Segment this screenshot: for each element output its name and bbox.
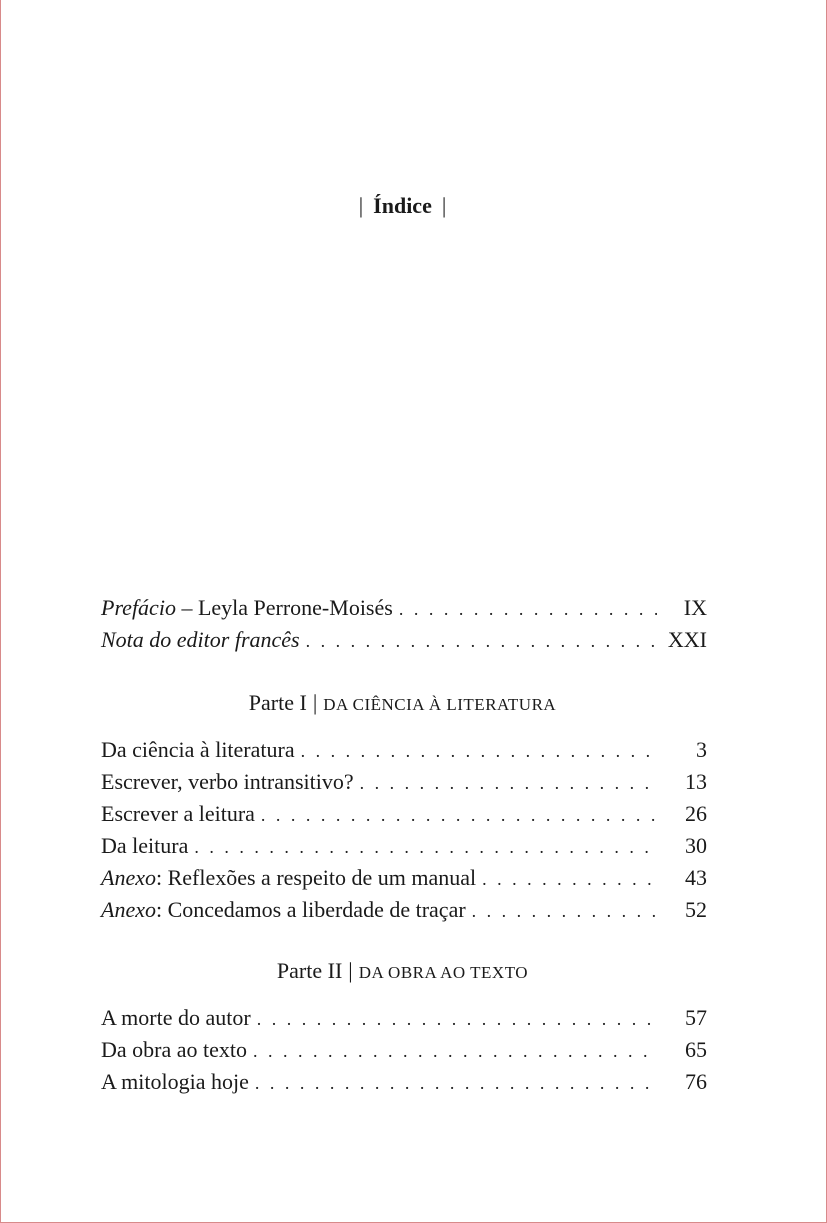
toc-entry-label: Da leitura xyxy=(101,833,189,858)
toc-entry-page: IX xyxy=(683,595,707,620)
toc-entry-page: 52 xyxy=(685,897,707,922)
toc-entry[interactable] xyxy=(101,894,707,926)
toc-entry[interactable] xyxy=(101,830,707,862)
toc-entry-page: 57 xyxy=(685,1005,707,1030)
dot-leader xyxy=(360,767,657,799)
dot-leader xyxy=(261,799,657,831)
toc-entry-label: A mitologia hoje xyxy=(101,1069,249,1094)
part-separator: | xyxy=(348,958,353,983)
toc-entry-label: Da ciência à literatura xyxy=(101,737,295,762)
dot-leader xyxy=(257,1003,657,1035)
title-text: Índice xyxy=(373,193,432,218)
dot-leader xyxy=(253,1035,657,1067)
toc-entry-page: 13 xyxy=(685,769,707,794)
part-name: DA CIÊNCIA À LITERATURA xyxy=(323,695,557,714)
dot-leader xyxy=(472,895,657,927)
toc-entry[interactable] xyxy=(101,734,707,766)
part-label: Parte I xyxy=(248,690,307,715)
dot-leader xyxy=(301,735,657,767)
toc-entry-page: 43 xyxy=(685,865,707,890)
toc-entry-page: 26 xyxy=(685,801,707,826)
toc-entry-label: A morte do autor xyxy=(101,1005,251,1030)
toc-entry-label: Anexo: Concedamos a liberdade de traçar xyxy=(101,897,466,922)
toc-entry-preface[interactable] xyxy=(101,592,707,624)
toc-entry[interactable] xyxy=(101,1034,707,1066)
toc-entry-label: Nota do editor francês xyxy=(101,627,300,652)
dot-leader xyxy=(482,863,657,895)
title-left-bar: | xyxy=(358,193,364,218)
dot-leader xyxy=(194,831,657,863)
toc-entry[interactable] xyxy=(101,1066,707,1098)
toc-entry-label: Prefácio – Leyla Perrone-Moisés xyxy=(101,595,393,620)
toc-entry-page: 30 xyxy=(685,833,707,858)
toc-entry-label: Anexo: Reflexões a respeito de um manual xyxy=(101,865,477,890)
toc-entry-page: XXI xyxy=(667,627,707,652)
toc-entry-page: 65 xyxy=(685,1037,707,1062)
part-2-list xyxy=(101,1002,707,1098)
toc-entry-page: 3 xyxy=(696,737,707,762)
page-title xyxy=(0,193,805,219)
toc-entry-page: 76 xyxy=(685,1069,707,1094)
toc-entry-label: Da obra ao texto xyxy=(101,1037,247,1062)
dot-leader xyxy=(306,625,657,657)
part-1-list xyxy=(101,734,707,926)
toc-entry-label: Escrever a leitura xyxy=(101,801,255,826)
toc-entry[interactable] xyxy=(101,766,707,798)
part-name: DA OBRA AO TEXTO xyxy=(358,963,529,982)
toc-entry[interactable] xyxy=(101,862,707,894)
part-1-heading xyxy=(0,690,805,716)
toc-entry[interactable] xyxy=(101,798,707,830)
front-matter-list xyxy=(101,592,707,656)
title-right-bar: | xyxy=(441,193,447,218)
toc-entry-editor-note[interactable] xyxy=(101,624,707,656)
dot-leader xyxy=(255,1067,657,1099)
toc-entry-label: Escrever, verbo intransitivo? xyxy=(101,769,354,794)
part-separator: | xyxy=(312,690,318,715)
part-label: Parte II xyxy=(276,958,343,983)
part-2-heading xyxy=(0,958,805,984)
toc-entry[interactable] xyxy=(101,1002,707,1034)
dot-leader xyxy=(399,593,657,625)
